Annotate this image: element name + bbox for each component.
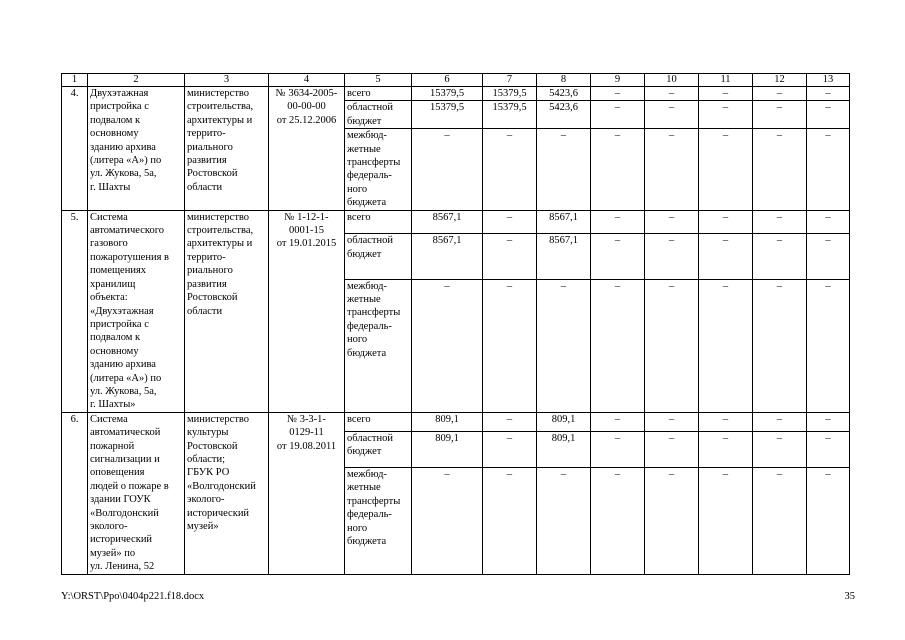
cell-line: бюджета [347,347,387,359]
cell-line: развития [187,155,227,167]
cell-line: межбюд- [347,280,387,292]
value-cell: – [699,279,753,412]
cell-line: объекта: [90,292,128,304]
cell-line: пожарной [90,440,135,452]
value-cell: – [591,87,645,101]
value-cell: – [807,412,850,431]
value-cell: – [645,101,699,129]
cell-line: бюджет [347,446,382,457]
value-cell: – [591,412,645,431]
value-cell: – [645,87,699,101]
cell-line: музей» по [90,547,136,559]
cell-line: газового [90,238,128,250]
cell-line: от 19.08.2011 [276,440,337,452]
cell-line: всего [347,413,371,425]
cell-line: от 25.12.2006 [276,114,337,126]
cell-line: (литера «А») по [90,155,162,167]
cell-line: № 3-3-1- [287,413,326,425]
cell-line: ного [347,334,368,346]
column-number-10: 10 [645,74,699,87]
cell-line: области [187,181,223,193]
cell-line: ного [347,183,368,195]
cell-line: жетные [347,482,381,494]
value-cell: – [753,210,807,234]
cell-line: федераль- [347,320,392,332]
column-number-12: 12 [753,74,807,87]
funding-source [345,234,412,279]
cell-line: межбюд- [347,469,387,480]
object-name [88,87,185,211]
cell-line: министерство [187,211,250,223]
funding-source [345,210,412,234]
value-cell: – [753,87,807,101]
cell-line: от 19.01.2015 [276,238,337,250]
cell-line: оповещения [90,467,145,479]
cell-line: 00-00-00 [287,101,326,113]
cell-line: музей» [187,521,219,532]
value-cell: – [753,468,807,575]
cell-line: 0001-15 [289,225,324,237]
cell-line: основному [90,128,139,140]
cell-line: № 1-12-1- [284,211,329,223]
value-cell: – [807,431,850,467]
value-cell: – [807,87,850,101]
value-cell: – [699,431,753,467]
cell-line: ул. Ленина, 52 [90,561,155,573]
cell-line: пристройка с [90,101,149,113]
cell-line: трансферты [347,157,401,169]
row-number: 6. [62,412,88,574]
value-cell: 15379,5 [483,87,537,101]
cell-line: эколого- [187,494,225,506]
value-cell: – [807,234,850,279]
cell-line: Двухэтажная [90,88,149,99]
table-row [62,210,850,234]
funding-source [345,431,412,467]
cell-line: бюджета [347,197,387,209]
column-number-9: 9 [591,74,645,87]
value-cell: – [753,234,807,279]
responsible-body [185,210,269,412]
column-number-3: 3 [185,74,269,87]
funding-source [345,87,412,101]
value-cell: – [537,279,591,412]
cell-line: здании ГОУК [90,494,151,506]
table-row [62,87,850,101]
cell-line: эколого- [90,521,128,532]
page-number: 35 [844,591,855,602]
value-cell: – [645,234,699,279]
funding-source [345,412,412,431]
cell-line: области [187,305,223,317]
table-body [62,74,850,575]
value-cell: – [537,468,591,575]
cell-line: ГБУК РО [187,467,230,479]
value-cell: 809,1 [412,431,483,467]
cell-line: бюджет [347,115,382,127]
document-number [269,412,345,574]
cell-line: министерство [187,413,250,425]
column-number-1: 1 [62,74,88,87]
cell-line: ул. Жукова, 5а, [90,168,157,180]
value-cell: – [645,279,699,412]
cell-line: Ростовской [187,440,238,452]
cell-line: зданию архива [90,359,156,371]
cell-line: исторический [90,534,153,546]
funding-source [345,101,412,129]
cell-line: г. Шахты [90,181,131,193]
value-cell: – [412,468,483,575]
value-cell: 809,1 [537,431,591,467]
cell-line: жетные [347,143,381,155]
cell-line: «Волгодонский [187,480,256,492]
value-cell: – [753,101,807,129]
cell-line: области; [187,453,226,465]
object-name [88,412,185,574]
value-cell: – [483,431,537,467]
value-cell: – [483,468,537,575]
value-cell: – [807,101,850,129]
value-cell: – [483,279,537,412]
value-cell: – [699,412,753,431]
value-cell: – [591,234,645,279]
value-cell: – [807,279,850,412]
value-cell: – [699,234,753,279]
cell-line: помещениях [90,265,147,277]
cell-line: пристройка с [90,318,149,330]
cell-line: Ростовской [187,168,238,180]
cell-line: 0129-11 [289,427,324,439]
column-number-8: 8 [537,74,591,87]
row-number: 4. [62,87,88,211]
cell-line: ул. Жукова, 5а, [90,385,157,397]
value-cell: – [483,234,537,279]
cell-line: Система [90,413,128,425]
cell-line: трансферты [347,307,401,319]
value-cell: – [699,129,753,210]
cell-line: Ростовской [187,292,238,304]
cell-line: исторический [187,507,250,519]
column-number-row [62,74,850,87]
value-cell: 8567,1 [537,234,591,279]
cell-line: «Волгодонский [90,507,159,519]
value-cell: 8567,1 [412,210,483,234]
value-cell: – [645,468,699,575]
cell-line: сигнализации и [90,453,160,465]
value-cell: 8567,1 [537,210,591,234]
value-cell: – [645,129,699,210]
value-cell: – [807,210,850,234]
value-cell: – [753,412,807,431]
funding-source [345,279,412,412]
cell-line: бюджета [347,536,387,548]
funding-source [345,129,412,210]
value-cell: – [412,129,483,210]
cell-line: пожаротушения в [90,251,169,263]
column-number-13: 13 [807,74,850,87]
document-number [269,210,345,412]
cell-line: архитектуры и [187,238,253,250]
cell-line: людей о пожаре в [90,480,169,492]
column-number-7: 7 [483,74,537,87]
value-cell: – [753,279,807,412]
cell-line: террито- [187,128,226,140]
cell-line: трансферты [347,495,401,507]
cell-line: бюджет [347,248,382,260]
cell-line: автоматической [90,427,161,439]
cell-line: хранилищ [90,278,136,290]
cell-line: автоматического [90,225,165,237]
cell-line: (литера «А») по [90,372,162,384]
column-number-11: 11 [699,74,753,87]
cell-line: зданию архива [90,141,156,153]
value-cell: – [699,87,753,101]
cell-line: № 3634-2005- [275,88,338,99]
value-cell: – [753,129,807,210]
value-cell: – [699,210,753,234]
column-number-4: 4 [269,74,345,87]
value-cell: 5423,6 [537,87,591,101]
cell-line: основному [90,345,139,357]
value-cell: – [699,101,753,129]
funding-source [345,468,412,575]
cell-line: «Двухэтажная [90,305,154,317]
value-cell: – [537,129,591,210]
cell-line: строительства, [187,101,254,113]
value-cell: – [591,431,645,467]
row-number: 5. [62,210,88,412]
value-cell: 15379,5 [412,87,483,101]
value-cell: – [412,279,483,412]
cell-line: развития [187,278,227,290]
value-cell: – [591,101,645,129]
column-number-6: 6 [412,74,483,87]
cell-line: областной [347,235,393,247]
value-cell: – [483,129,537,210]
value-cell: – [699,468,753,575]
value-cell: – [753,431,807,467]
cell-line: всего [347,88,371,99]
value-cell: 15379,5 [412,101,483,129]
column-number-2: 2 [88,74,185,87]
value-cell: – [591,129,645,210]
value-cell: – [807,468,850,575]
value-cell: – [645,431,699,467]
responsible-body [185,87,269,211]
cell-line: министерство [187,88,250,99]
cell-line: федераль- [347,509,392,521]
budget-table [61,73,850,575]
cell-line: жетные [347,294,381,306]
cell-line: областной [347,432,393,444]
value-cell: – [591,210,645,234]
value-cell: – [645,210,699,234]
cell-line: г. Шахты» [90,399,136,411]
file-path: Y:\ORST\Ppo\0404p221.f18.docx [61,591,205,602]
cell-line: ного [347,522,368,534]
cell-line: террито- [187,251,226,263]
cell-line: подвалом к [90,114,141,126]
cell-line: риального [187,141,233,153]
cell-line: строительства, [187,225,254,237]
value-cell: 8567,1 [412,234,483,279]
value-cell: 809,1 [537,412,591,431]
cell-line: федераль- [347,170,392,182]
cell-line: областной [347,102,393,114]
column-number-5: 5 [345,74,412,87]
cell-line: всего [347,211,371,223]
value-cell: – [483,412,537,431]
responsible-body [185,412,269,574]
value-cell: 15379,5 [483,101,537,129]
value-cell: – [591,279,645,412]
cell-line: архитектуры и [187,114,253,126]
cell-line: межбюд- [347,130,387,142]
value-cell: 809,1 [412,412,483,431]
value-cell: – [645,412,699,431]
cell-line: культуры [187,427,229,439]
value-cell: 5423,6 [537,101,591,129]
document-number [269,87,345,211]
cell-line: Система [90,211,128,223]
value-cell: – [807,129,850,210]
cell-line: риального [187,265,233,277]
cell-line: подвалом к [90,332,141,344]
table-row [62,412,850,431]
value-cell: – [591,468,645,575]
object-name [88,210,185,412]
value-cell: – [483,210,537,234]
